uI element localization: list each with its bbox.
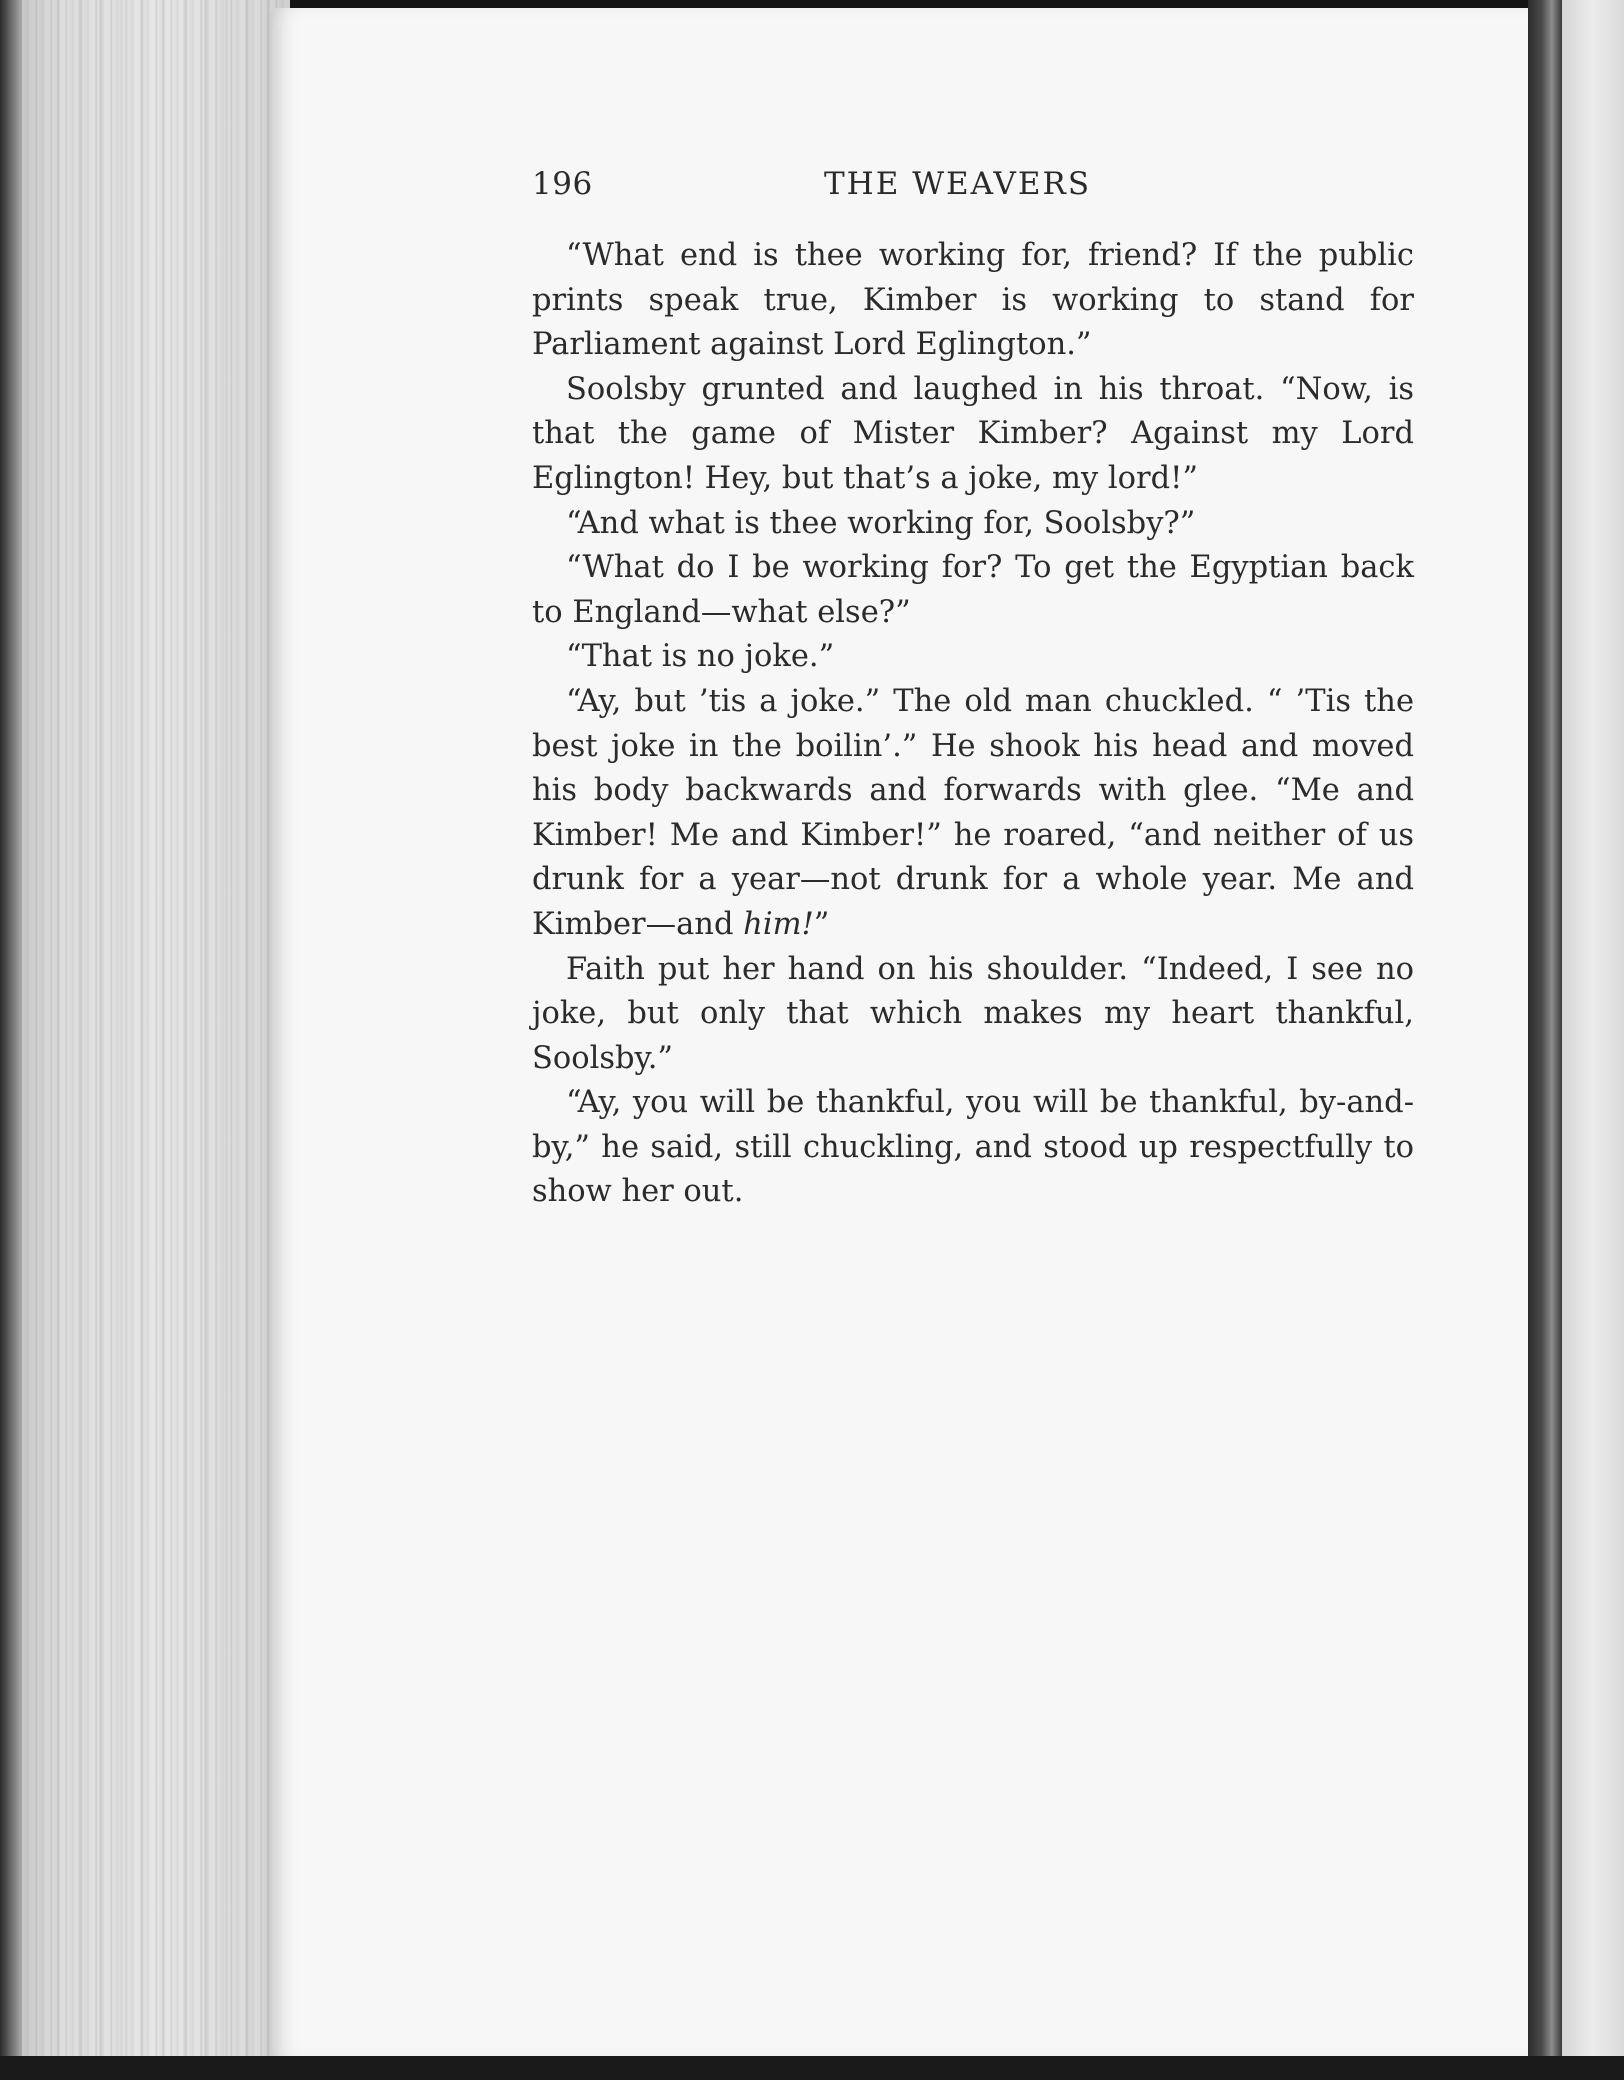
paragraph-text: “Ay, you will be thankful, you will be thankful, by-and-by,” he said, still chuckling, and stood up respectfully to show her out. [532, 1085, 1414, 1210]
page-number: 196 [532, 166, 593, 202]
paragraph-text: “What end is thee working for, friend? If the public prints speak true, Kimber is working to stand for Parliament against Lord Eglington.” [532, 238, 1414, 363]
paragraph [532, 368, 1414, 502]
paragraph-text: “That is no joke.” [566, 639, 835, 675]
paragraph-text-end: ” [813, 906, 830, 942]
scan-bottom-border [0, 2056, 1624, 2080]
paragraph [532, 635, 1414, 680]
paragraph [532, 948, 1414, 1082]
paragraph [532, 234, 1414, 368]
emphasized-text: him! [743, 906, 814, 942]
body-text [532, 234, 1414, 1215]
paragraph [532, 1081, 1414, 1215]
page-edges [0, 0, 290, 2080]
paragraph-text: “What do I be working for? To get the Egyptian back to England—what else?” [532, 550, 1414, 630]
book-binding [1528, 0, 1562, 2080]
next-page-edge [1562, 0, 1624, 2080]
paragraph [532, 680, 1414, 948]
running-title: THE WEAVERS [824, 166, 1092, 202]
paragraph-text: Soolsby grunted and laughed in his throat. “Now, is that the game of Mister Kimber? Against my Lord Eglington! Hey, but that’s a joke, my lord!” [532, 371, 1414, 496]
paragraph-text: Faith put her hand on his shoulder. “Indeed, I see no joke, but only that which makes my heart thankful, Soolsby.” [532, 951, 1414, 1076]
paragraph-text: “Ay, but ’tis a joke.” The old man chuckled. “ ’Tis the best joke in the boilin’.” He shook his head and moved his body backwards and forwards with glee. “Me and Kimber! Me and Kimber!” he roared, “and neither of us drunk for a year—not drunk for a whole year. Me and Kimber—and [532, 683, 1414, 942]
paragraph-text: “And what is thee working for, Soolsby?” [566, 505, 1196, 541]
paragraph [532, 546, 1414, 635]
paragraph [532, 502, 1414, 547]
running-header [532, 166, 1412, 216]
